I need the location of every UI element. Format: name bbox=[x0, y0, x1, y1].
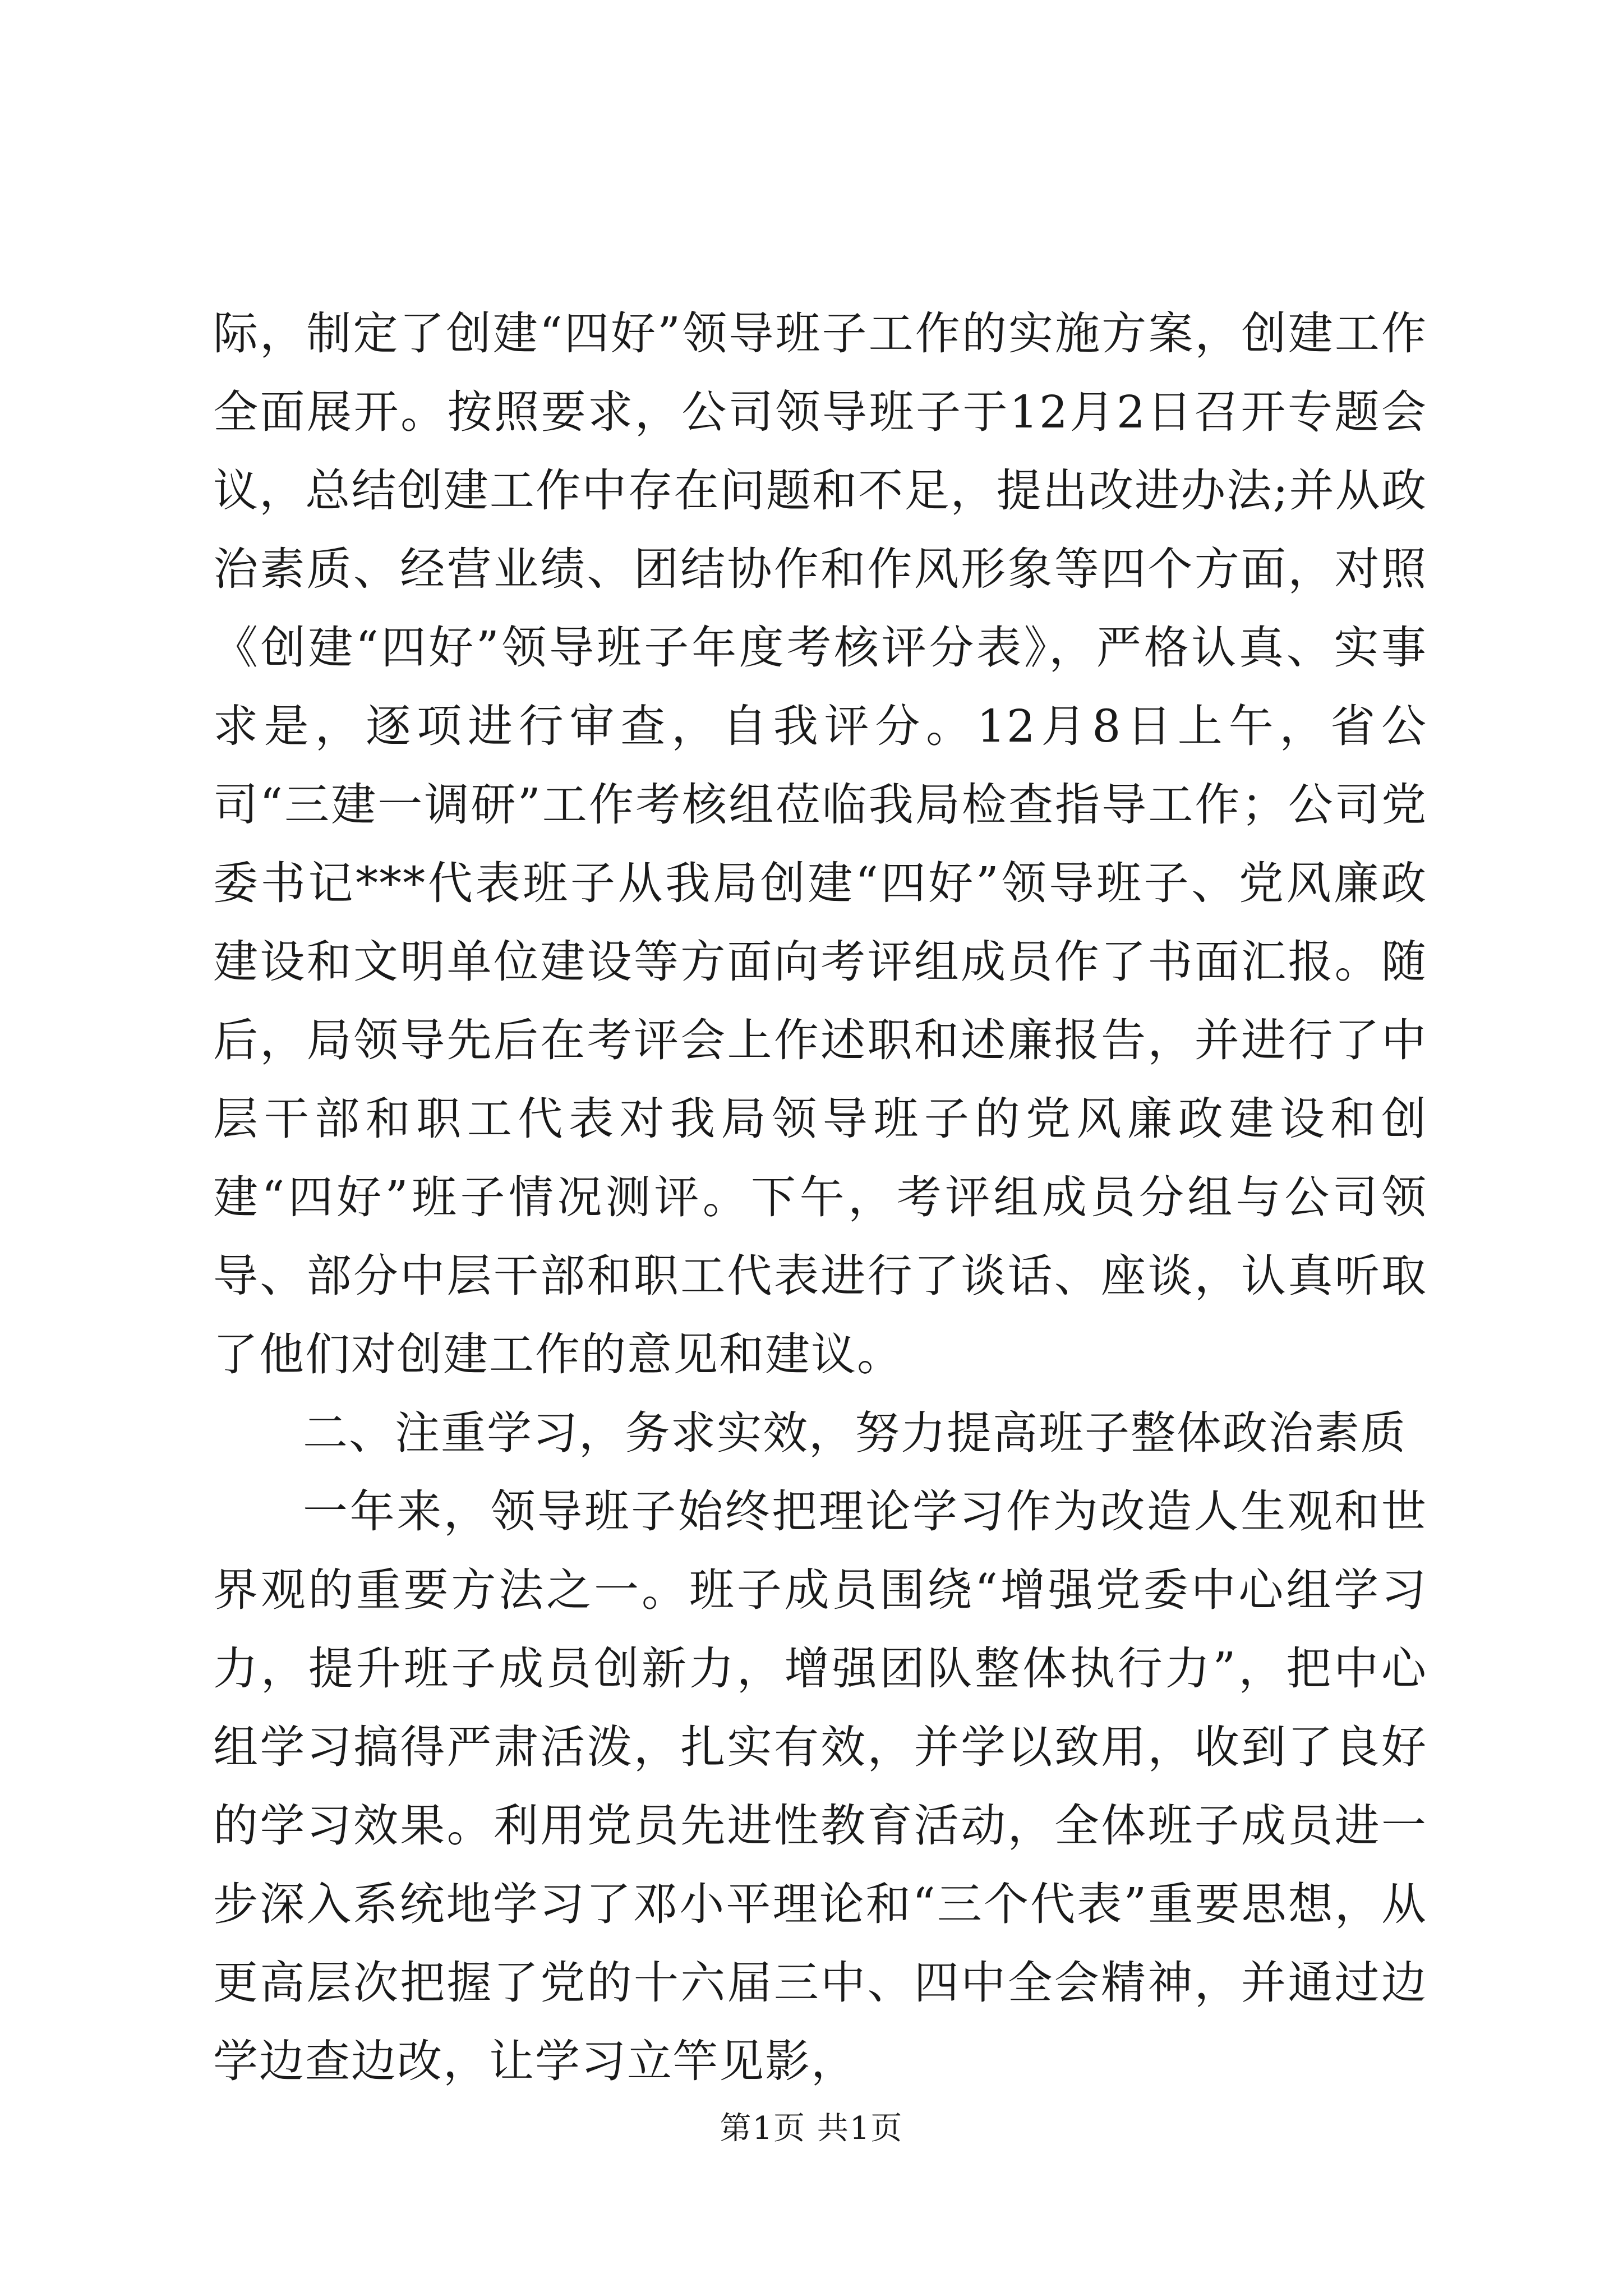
section-heading: 二、注重学习，务求实效，努力提高班子整体政治素质 bbox=[303, 1407, 1407, 1459]
body-paragraph-2: 一年来，领导班子始终把理论学习作为改造人生观和世界观的重要方法之一。班子成员围绕“增强党委中心组学习力，提升班子成员创新力，增强团队整体执行力”，把中心组学习搞得严肃活泼，扎实有效，并学以致用，收到了良好的学习效果。利用党员先进性教育活动，全体班子成员进一步深入系统地学习了邓小平理论和“三个代表”重要思想，从更高层次把握了党的十六届三中、四中全会精神，并通过边学边查边改，让学习立竿见影， bbox=[213, 1485, 1427, 2087]
page-footer: 第1页 共1页 bbox=[720, 2110, 903, 2147]
body-paragraph-1: 际，制定了创建“四好”领导班子工作的实施方案，创建工作全面展开。按照要求，公司领导班子于12月2日召开专题会议，总结创建工作中存在问题和不足，提出改进办法;并从政治素质、经营业绩、团结协作和作风形象等四个方面，对照《创建“四好”领导班子年度考核评分表》，严格认真、实事求是，逐项进行审查，自我评分。12月8日上午，省公司“三建一调研”工作考核组莅临我局检查指导工作；公司党委书记***代表班子从我局创建“四好”领导班子、党风廉政建设和文明单位建设等方面向考评组成员作了书面汇报。随后，局领导先后在考评会上作述职和述廉报告，并进行了中层干部和职工代表对我局领导班子的党风廉政建设和创建“四好”班子情况测评。下午，考评组成员分组与公司领导、部分中层干部和职工代表进行了谈话、座谈，认真听取了他们对创建工作的意见和建议。 bbox=[213, 307, 1427, 1381]
document-body bbox=[213, 295, 1427, 2101]
